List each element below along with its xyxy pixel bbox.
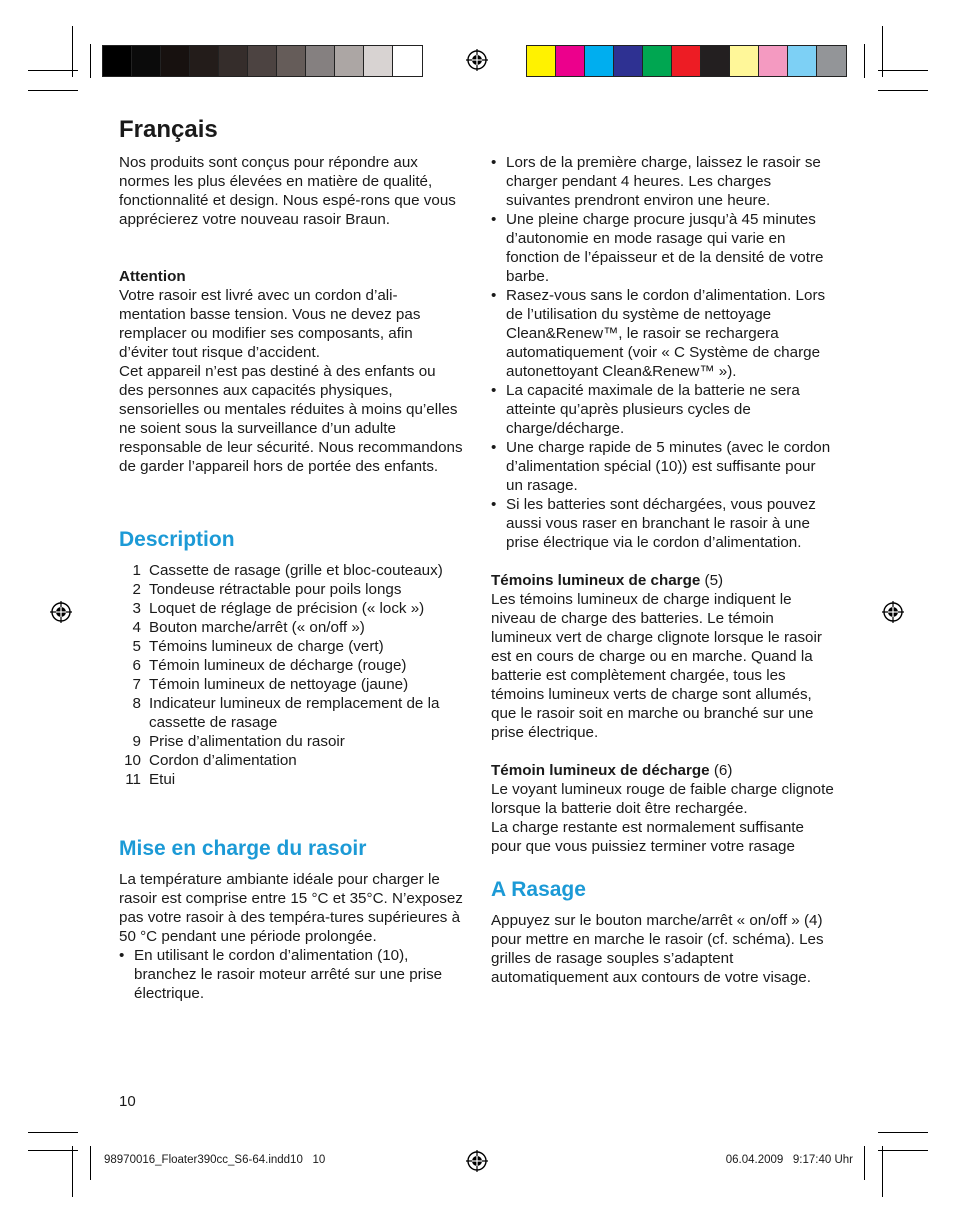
item-text: Témoins lumineux de charge (vert) bbox=[149, 638, 384, 655]
item-number: 6 bbox=[132, 657, 141, 674]
bullet-text: La capacité maximale de la batterie ne sera atteinte qu’après plusieurs cycles de charge/décharge. bbox=[506, 382, 800, 437]
discharge-paragraph: Le voyant lumineux rouge de faible charge clignote lorsque la batterie doit être rechargée. bbox=[491, 781, 834, 817]
date-slug: 06.04.2009 9:17:40 Uhr bbox=[725, 1154, 853, 1166]
file-slug: 98970016_Floater390cc_S6-64.indd10 10 bbox=[104, 1154, 326, 1166]
bullet-dot: • bbox=[119, 947, 125, 964]
crop-mark bbox=[882, 1146, 883, 1197]
color-swatch bbox=[759, 46, 788, 76]
item-text: Témoin lumineux de nettoyage (jaune) bbox=[149, 676, 409, 693]
item-number: 2 bbox=[132, 581, 141, 598]
crop-mark bbox=[28, 1150, 78, 1151]
right-column bbox=[491, 153, 836, 987]
color-swatch bbox=[817, 46, 846, 76]
item-text: Loquet de réglage de précision (« lock ») bbox=[149, 600, 425, 617]
bullet-item bbox=[491, 286, 836, 381]
description-item bbox=[119, 637, 464, 656]
color-swatch bbox=[132, 46, 161, 76]
crop-mark bbox=[90, 44, 91, 78]
description-item bbox=[119, 732, 464, 751]
description-list bbox=[119, 561, 464, 789]
color-swatch bbox=[643, 46, 672, 76]
bullet-dot: • bbox=[491, 382, 497, 399]
color-swatch bbox=[306, 46, 335, 76]
crop-mark bbox=[28, 90, 78, 91]
crop-mark bbox=[90, 1146, 91, 1180]
shaving-heading: A Rasage bbox=[491, 878, 586, 901]
item-number: 10 bbox=[124, 752, 141, 769]
crop-mark bbox=[28, 1132, 78, 1133]
left-column bbox=[119, 153, 464, 1003]
color-swatch bbox=[672, 46, 701, 76]
charge-lights-heading-text: Témoins lumineux de charge bbox=[491, 572, 701, 589]
charge-lights-ref: (5) bbox=[700, 572, 724, 589]
charge-lights-heading bbox=[491, 571, 836, 590]
registration-mark-icon bbox=[882, 601, 904, 623]
item-text: Etui bbox=[149, 771, 176, 788]
bullet-text: Une pleine charge procure jusqu’à 45 minutes d’autonomie en mode rasage qui varie en fonction de l’épaisseur et de la densité de votre barbe. bbox=[506, 211, 824, 285]
charge-paragraph: La température ambiante idéale pour charger le rasoir est comprise entre 15 °C et 35°C. N’exposez pas votre rasoir à des tempéra-tures supérieures à 50 °C pendant une période prolongée. bbox=[119, 871, 463, 945]
description-item bbox=[119, 580, 464, 599]
description-item bbox=[119, 618, 464, 637]
color-swatch bbox=[248, 46, 277, 76]
registration-mark-icon bbox=[466, 49, 488, 71]
color-swatch bbox=[556, 46, 585, 76]
color-swatch bbox=[161, 46, 190, 76]
item-number: 11 bbox=[125, 771, 141, 788]
description-item bbox=[119, 599, 464, 618]
description-item bbox=[119, 751, 464, 770]
color-swatch bbox=[335, 46, 364, 76]
bullet-text: Si les batteries sont déchargées, vous pouvez aussi vous raser en branchant le rasoir à une prise électrique via le cordon d’alimentation. bbox=[506, 496, 816, 551]
page-title: Français bbox=[119, 116, 218, 143]
discharge-heading-text: Témoin lumineux de décharge bbox=[491, 762, 710, 779]
crop-mark bbox=[28, 70, 78, 71]
item-number: 9 bbox=[132, 733, 141, 750]
crop-mark bbox=[878, 1150, 928, 1151]
color-swatch bbox=[190, 46, 219, 76]
color-swatch bbox=[527, 46, 556, 76]
item-text: Tondeuse rétractable pour poils longs bbox=[149, 581, 402, 598]
registration-mark-icon bbox=[50, 601, 72, 623]
description-item bbox=[119, 770, 464, 789]
color-swatch bbox=[219, 46, 248, 76]
crop-mark bbox=[878, 90, 928, 91]
item-text: Bouton marche/arrêt (« on/off ») bbox=[149, 619, 365, 636]
item-number: 3 bbox=[132, 600, 141, 617]
color-swatch bbox=[730, 46, 759, 76]
page-number: 10 bbox=[119, 1093, 136, 1110]
bullet-text: Une charge rapide de 5 minutes (avec le cordon d’alimentation spécial (10)) est suffisante pour un rasage. bbox=[506, 439, 831, 494]
shaving-paragraph: Appuyez sur le bouton marche/arrêt « on/off » (4) pour mettre en marche le rasoir (cf. schéma). Les grilles de rasage souples s’adaptent automatiquement aux contours de votre visage. bbox=[491, 912, 824, 986]
color-swatch bbox=[585, 46, 614, 76]
bullet-text: Lors de la première charge, laissez le rasoir se charger pendant 4 heures. Les charges suivantes prendront environ une heure. bbox=[506, 154, 821, 209]
item-number: 1 bbox=[132, 562, 141, 579]
description-item bbox=[119, 694, 464, 732]
bullet-item bbox=[491, 210, 836, 286]
bullet-dot: • bbox=[491, 287, 497, 304]
crop-mark bbox=[72, 1146, 73, 1197]
bullet-item bbox=[491, 438, 836, 495]
charge-info-bullet-list bbox=[491, 153, 836, 552]
attention-heading: Attention bbox=[119, 268, 186, 285]
item-text: Témoin lumineux de décharge (rouge) bbox=[149, 657, 407, 674]
bullet-dot: • bbox=[491, 496, 497, 513]
charge-heading: Mise en charge du rasoir bbox=[119, 837, 367, 860]
bullet-item bbox=[491, 153, 836, 210]
description-item bbox=[119, 675, 464, 694]
item-number: 8 bbox=[132, 695, 141, 712]
item-text: Cordon d’alimentation bbox=[149, 752, 297, 769]
crop-mark bbox=[864, 1146, 865, 1180]
bullet-item bbox=[119, 946, 464, 1003]
color-swatch bbox=[701, 46, 730, 76]
bullet-item bbox=[491, 495, 836, 552]
description-item bbox=[119, 561, 464, 580]
bullet-dot: • bbox=[491, 211, 497, 228]
bullet-item bbox=[491, 381, 836, 438]
item-text: Prise d’alimentation du rasoir bbox=[149, 733, 345, 750]
crop-mark bbox=[878, 1132, 928, 1133]
bullet-dot: • bbox=[491, 439, 497, 456]
item-number: 4 bbox=[132, 619, 141, 636]
intro-paragraph: Nos produits sont conçus pour répondre aux normes les plus élevées en matière de qualité, fonctionnalité et design. Nous espé-rons que vous apprécierez votre nouveau rasoir Braun. bbox=[119, 154, 456, 228]
item-number: 5 bbox=[132, 638, 141, 655]
bullet-text: Rasez-vous sans le cordon d’alimentation. Lors de l’utilisation du système de nettoyage Clean&Renew™, le rasoir se rechargera automatiquement (voir « C Système de charge autonettoyant Clean&Renew™ »). bbox=[506, 287, 826, 380]
color-swatch bbox=[277, 46, 306, 76]
discharge-heading bbox=[491, 761, 836, 780]
attention-paragraph: Votre rasoir est livré avec un cordon d’ali-mentation basse tension. Vous ne devez pas remplacer ou modifier ses composants, afin d’éviter tout risque d’accident. bbox=[119, 287, 421, 361]
color-swatch bbox=[393, 46, 422, 76]
crop-mark bbox=[878, 70, 928, 71]
bullet-dot: • bbox=[491, 154, 497, 171]
description-item bbox=[119, 656, 464, 675]
charge-lights-paragraph: Les témoins lumineux de charge indiquent le niveau de charge des batteries. Le témoin lumineux vert de charge clignote lorsque le rasoir est en cours de charge ou en marche. Quand la batterie est complètement chargée, tous les témoins lumineux verts de charge sont allumés, que le rasoir soit en marche ou branché sur une prise électrique. bbox=[491, 591, 822, 741]
attention-paragraph: Cet appareil n’est pas destiné à des enfants ou des personnes aux capacités physiques, sensorielles ou mentales réduites à moins qu’elles ne soient sous la surveillance d’un adulte responsable de leur sécurité. Nous recommandons de garder l’appareil hors de portée des enfants. bbox=[119, 363, 463, 475]
discharge-paragraph: La charge restante est normalement suffisante pour que vous puissiez terminer votre rasage bbox=[491, 819, 804, 855]
description-heading: Description bbox=[119, 528, 235, 551]
discharge-ref: (6) bbox=[709, 762, 733, 779]
item-number: 7 bbox=[132, 676, 141, 693]
crop-mark bbox=[864, 44, 865, 78]
color-swatch bbox=[364, 46, 393, 76]
color-swatch bbox=[788, 46, 817, 76]
grayscale-color-bar bbox=[102, 45, 423, 77]
color-swatch bbox=[103, 46, 132, 76]
charge-bullet-list bbox=[119, 946, 464, 1003]
item-text: Indicateur lumineux de remplacement de la cassette de rasage bbox=[149, 695, 440, 731]
registration-mark-icon bbox=[466, 1150, 488, 1172]
color-swatch bbox=[614, 46, 643, 76]
process-color-bar bbox=[526, 45, 847, 77]
item-text: Cassette de rasage (grille et bloc-couteaux) bbox=[149, 562, 443, 579]
bullet-text: En utilisant le cordon d’alimentation (10), branchez le rasoir moteur arrêté sur une prise électrique. bbox=[134, 947, 443, 1002]
